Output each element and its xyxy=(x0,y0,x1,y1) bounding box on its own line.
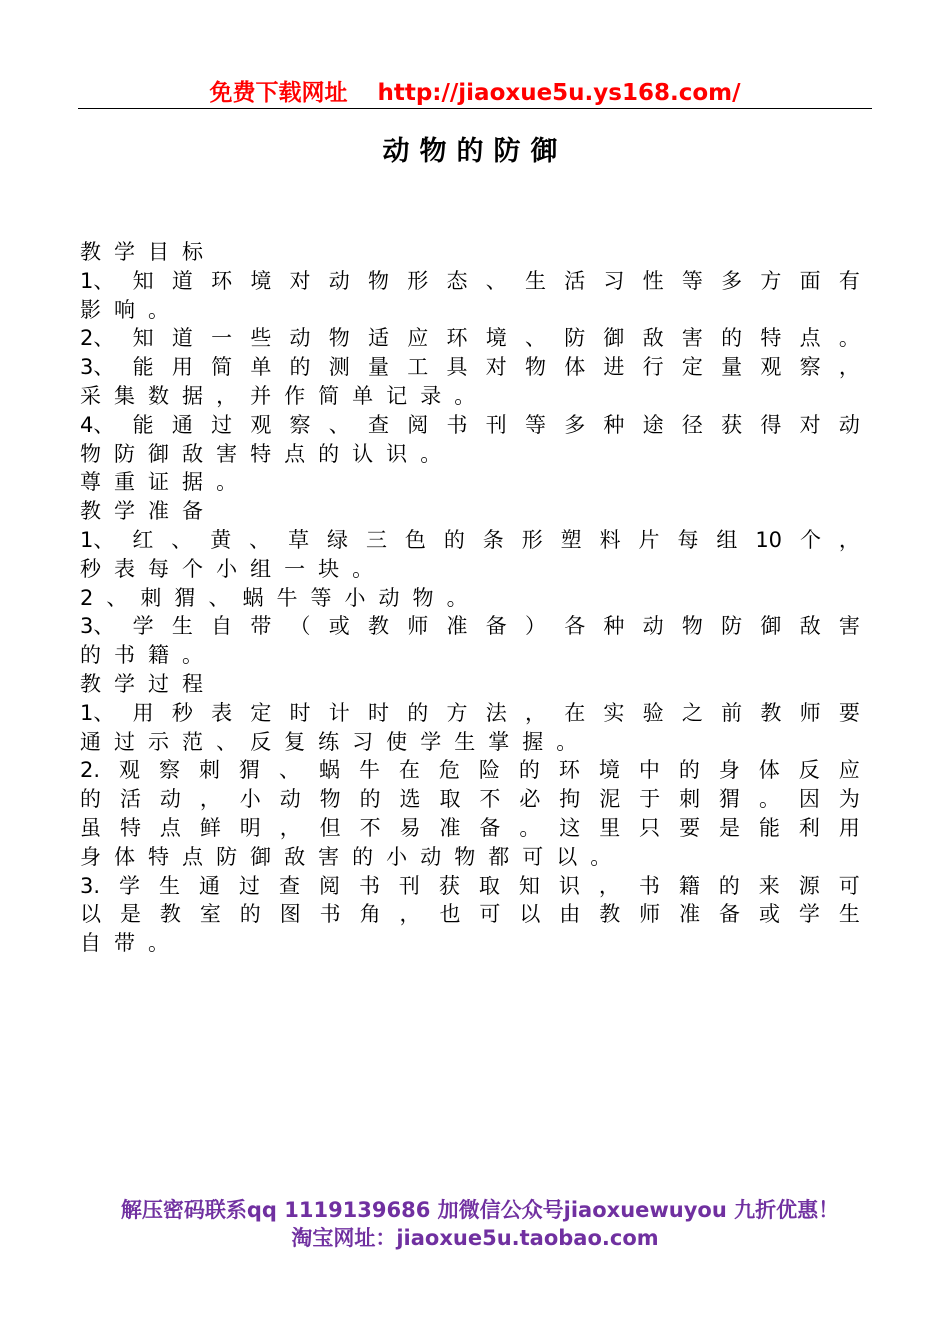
text-line: 3、 能 用 简 单 的 测 量 工 具 对 物 体 进 行 定 量 观 察 ， xyxy=(80,355,860,380)
text-line: 采集数据，并作简单记录。 xyxy=(80,383,489,408)
text-line: 身体特点防御敌害的小动物都可以。 xyxy=(80,844,625,869)
text-line: 教学过程 xyxy=(80,671,217,696)
text-line: 2、 知 道 一 些 动 物 适 应 环 境 、 防 御 敌 害 的 特 点 。 xyxy=(80,326,860,351)
text-line: 1、 用 秒 表 定 时 计 时 的 方 法 ， 在 实 验 之 前 教 师 要 xyxy=(80,700,860,725)
header-divider xyxy=(78,108,872,109)
text-line: 2. 观 察 刺 猬 、 蜗 牛 在 危 险 的 环 境 中 的 身 体 反 应 xyxy=(80,758,860,783)
download-url-link[interactable]: http://jiaoxue5u.ys168.com/ xyxy=(377,80,741,106)
text-line: 尊重证据。 xyxy=(80,470,251,495)
text-line: 以 是 教 室 的 图 书 角 ， 也 可 以 由 教 师 准 备 或 学 生 xyxy=(80,902,860,927)
text-line: 影响。 xyxy=(80,297,183,322)
text-line: 教学目标 xyxy=(80,240,217,264)
page-title: 动物的防御 xyxy=(382,136,568,167)
text-line: 3、 学 生 自 带 （ 或 教 师 准 备 ） 各 种 动 物 防 御 敌 害 xyxy=(80,614,860,639)
lesson-plan-body xyxy=(80,238,860,958)
download-site-label: 免费下载网址 xyxy=(209,80,348,106)
footer-taobao-line[interactable]: 淘宝网址：jiaoxue5u.taobao.com xyxy=(291,1226,659,1250)
promo-footer xyxy=(0,1196,950,1252)
text-line: 教学准备 xyxy=(80,499,217,524)
text-line: 通过示范、反复练习使学生掌握。 xyxy=(80,729,591,754)
text-line: 自带。 xyxy=(80,931,183,956)
footer-contact-line: 解压密码联系qq 1119139686 加微信公众号jiaoxuewuyou 九折优惠！ xyxy=(120,1198,840,1222)
download-header xyxy=(78,76,872,110)
text-line: 3. 学 生 通 过 查 阅 书 刊 获 取 知 识 ， 书 籍 的 来 源 可 xyxy=(80,873,860,898)
text-line: 秒表每个小组一块。 xyxy=(80,556,387,581)
text-line: 物防御敌害特点的认识。 xyxy=(80,441,455,466)
text-line: 1、 知 道 环 境 对 动 物 形 态 、 生 活 习 性 等 多 方 面 有 xyxy=(80,268,860,293)
text-line: 的书籍。 xyxy=(80,643,217,668)
text-line: 的 活 动 ， 小 动 物 的 选 取 不 必 拘 泥 于 刺 猬 。 因 为 xyxy=(80,787,860,812)
text-line: 4、 能 通 过 观 察 、 查 阅 书 刊 等 多 种 途 径 获 得 对 动 xyxy=(80,412,860,437)
text-line: 2、刺猬、蜗牛等小动物。 xyxy=(80,585,481,610)
text-line: 1、 红 、 黄 、 草 绿 三 色 的 条 形 塑 料 片 每 组 10 个 ， xyxy=(80,527,860,552)
text-line: 虽 特 点 鲜 明 ， 但 不 易 准 备 。 这 里 只 要 是 能 利 用 xyxy=(80,815,860,840)
